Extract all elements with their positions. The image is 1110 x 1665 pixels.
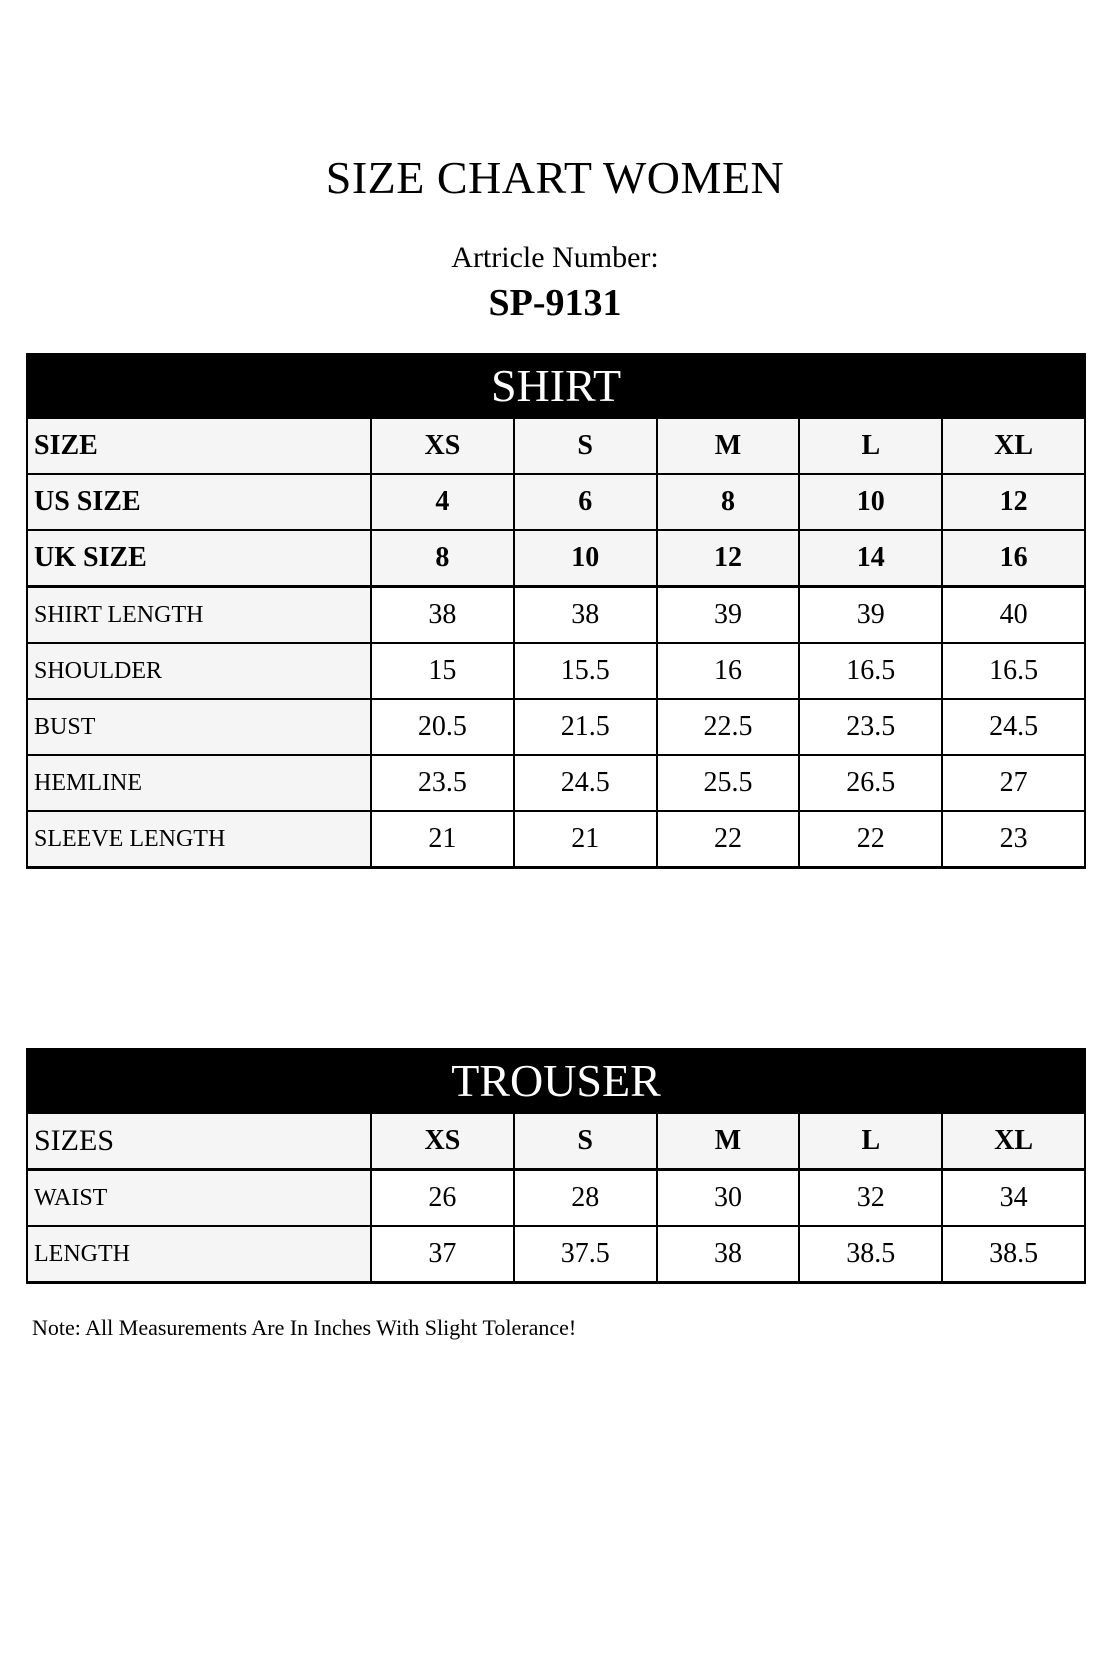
table-cell: 24.5: [942, 699, 1085, 755]
table-cell: 23.5: [371, 755, 514, 811]
row-label: BUST: [27, 699, 371, 755]
table-cell: 15: [371, 643, 514, 699]
table-cell: 16.5: [799, 643, 942, 699]
table-row: [27, 643, 1085, 699]
article-number-label: Artricle Number:: [451, 241, 659, 274]
table-cell: 16.5: [942, 643, 1085, 699]
column-header: S: [514, 1113, 657, 1170]
table-cell: 22.5: [657, 699, 800, 755]
table-cell: 10: [514, 530, 657, 587]
measurement-note: Note: All Measurements Are In Inches With Slight Tolerance!: [32, 1315, 577, 1340]
table-cell: 32: [799, 1170, 942, 1227]
table-cell: 26: [371, 1170, 514, 1227]
shirt-size-table: [26, 353, 1086, 869]
article-number: SP-9131: [488, 282, 622, 324]
table-cell: 15.5: [514, 643, 657, 699]
row-label: WAIST: [27, 1170, 371, 1227]
table-cell: 34: [942, 1170, 1085, 1227]
table-cell: 23.5: [799, 699, 942, 755]
table-row: [27, 530, 1085, 587]
table-row: [27, 811, 1085, 868]
row-label: SHIRT LENGTH: [27, 587, 371, 644]
column-header: L: [799, 418, 942, 474]
table-cell: 4: [371, 474, 514, 530]
page-title: SIZE CHART WOMEN: [325, 152, 785, 203]
table-cell: 8: [371, 530, 514, 587]
table-cell: 38: [657, 1226, 800, 1283]
table-cell: 21: [371, 811, 514, 868]
column-header: M: [657, 1113, 800, 1170]
table-row: [27, 755, 1085, 811]
column-header: XL: [942, 1113, 1085, 1170]
table-cell: 22: [657, 811, 800, 868]
table-cell: 25.5: [657, 755, 800, 811]
trouser-column-header-row: [27, 1113, 1085, 1170]
table-cell: 39: [799, 587, 942, 644]
table-cell: 26.5: [799, 755, 942, 811]
table-cell: 30: [657, 1170, 800, 1227]
column-header: S: [514, 418, 657, 474]
table-cell: 16: [942, 530, 1085, 587]
column-header: XS: [371, 1113, 514, 1170]
trouser-size-table: [26, 1048, 1086, 1284]
table-row: [27, 1226, 1085, 1283]
shirt-heading: SHIRT: [27, 354, 1085, 418]
table-cell: 10: [799, 474, 942, 530]
table-row: [27, 699, 1085, 755]
table-cell: 6: [514, 474, 657, 530]
table-cell: 22: [799, 811, 942, 868]
table-cell: 37: [371, 1226, 514, 1283]
row-label: SHOULDER: [27, 643, 371, 699]
row-label: SLEEVE LENGTH: [27, 811, 371, 868]
column-header: XL: [942, 418, 1085, 474]
row-label: UK SIZE: [27, 530, 371, 587]
row-label: HEMLINE: [27, 755, 371, 811]
trouser-section-header: [27, 1049, 1085, 1113]
shirt-column-header-row: [27, 418, 1085, 474]
table-cell: 27: [942, 755, 1085, 811]
table-cell: 24.5: [514, 755, 657, 811]
table-cell: 8: [657, 474, 800, 530]
table-cell: 14: [799, 530, 942, 587]
table-cell: 21: [514, 811, 657, 868]
shirt-section-header: [27, 354, 1085, 418]
column-header: L: [799, 1113, 942, 1170]
table-cell: 12: [657, 530, 800, 587]
row-label: LENGTH: [27, 1226, 371, 1283]
table-cell: 12: [942, 474, 1085, 530]
column-header: M: [657, 418, 800, 474]
column-header: SIZES: [27, 1113, 371, 1170]
table-cell: 28: [514, 1170, 657, 1227]
table-cell: 23: [942, 811, 1085, 868]
row-label: US SIZE: [27, 474, 371, 530]
column-header: XS: [371, 418, 514, 474]
table-cell: 20.5: [371, 699, 514, 755]
table-cell: 39: [657, 587, 800, 644]
table-row: [27, 474, 1085, 530]
table-row: [27, 1170, 1085, 1227]
table-cell: 16: [657, 643, 800, 699]
table-cell: 21.5: [514, 699, 657, 755]
column-header: SIZE: [27, 418, 371, 474]
table-cell: 40: [942, 587, 1085, 644]
table-cell: 38: [371, 587, 514, 644]
table-cell: 37.5: [514, 1226, 657, 1283]
trouser-heading: TROUSER: [27, 1049, 1085, 1113]
table-row: [27, 587, 1085, 644]
table-cell: 38.5: [942, 1226, 1085, 1283]
table-cell: 38.5: [799, 1226, 942, 1283]
table-cell: 38: [514, 587, 657, 644]
